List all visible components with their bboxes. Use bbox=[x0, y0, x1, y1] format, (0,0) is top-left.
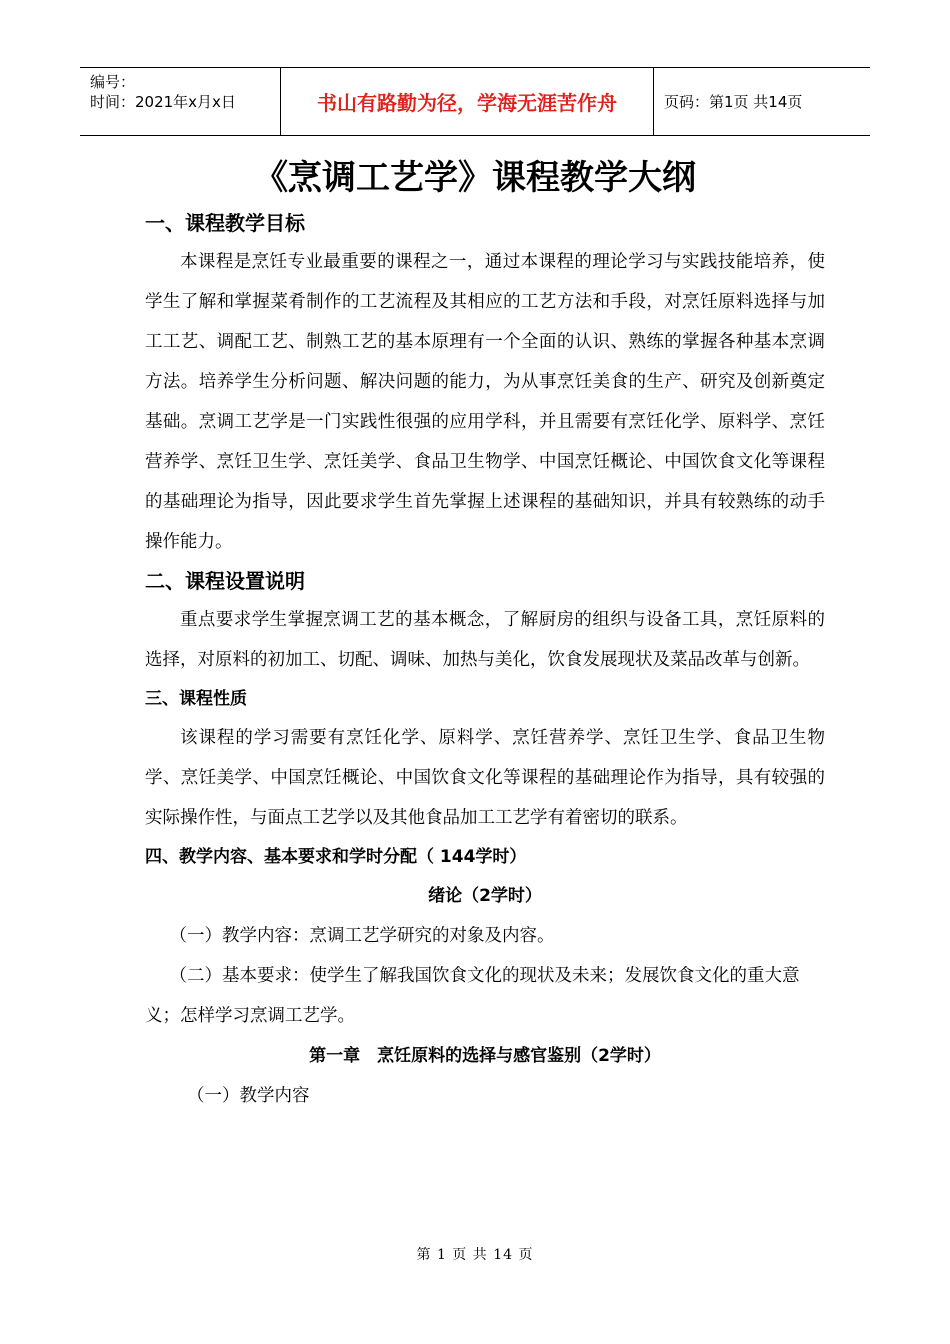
section-3-heading: 三、课程性质 bbox=[145, 689, 247, 709]
intro-item-content: （一）教学内容：烹调工艺学研究的对象及内容。 bbox=[169, 926, 555, 946]
header-meta bbox=[80, 68, 280, 135]
chapter-1-item-content: （一）教学内容 bbox=[187, 1086, 310, 1106]
header-time-label: 时间：2021年x月x日 bbox=[90, 93, 236, 111]
header-motto: 书山有路勤为径，学海无涯苦作舟 bbox=[280, 68, 654, 135]
section-2-heading: 二、课程设置说明 bbox=[145, 569, 305, 593]
header-page-info: 页码：第1页 共14页 bbox=[664, 93, 803, 111]
section-4-heading: 四、教学内容、基本要求和学时分配（ 144学时） bbox=[145, 847, 527, 867]
intro-heading: 绪论（2学时） bbox=[428, 886, 542, 906]
page-footer: 第 1 页 共 14 页 bbox=[416, 1247, 534, 1263]
section-3-paragraph: 该课程的学习需要有烹饪化学、原料学、烹饪营养学、烹饪卫生学、食品卫生物学、烹饪美学、中国烹饪概论、中国饮食文化等课程的基础理论作为指导，具有较强的实际操作性，与面点工艺学以及其他食品加工工艺学有着密切的联系。 bbox=[145, 728, 825, 828]
header-number-label: 编号： bbox=[90, 73, 136, 91]
header-table bbox=[80, 67, 870, 136]
section-2-paragraph: 重点要求学生掌握烹调工艺的基本概念，了解厨房的组织与设备工具，烹饪原料的选择，对原料的初加工、切配、调味、加热与美化，饮食发展现状及菜品改革与创新。 bbox=[145, 610, 825, 670]
document-title: 《烹调工艺学》课程教学大纲 bbox=[254, 158, 696, 198]
chapter-1-heading: 第一章 烹饪原料的选择与感官鉴别（2学时） bbox=[309, 1046, 661, 1066]
document-body bbox=[145, 204, 825, 1116]
section-1-paragraph: 本课程是烹饪专业最重要的课程之一，通过本课程的理论学习与实践技能培养，使学生了解和掌握菜肴制作的工艺流程及其相应的工艺方法和手段，对烹饪原料选择与加工工艺、调配工艺、制熟工艺的基本原理有一个全面的认识、熟练的掌握各种基本烹调方法。培养学生分析问题、解决问题的能力，为从事烹饪美食的生产、研究及创新奠定基础。烹调工艺学是一门实践性很强的应用学科，并且需要有烹饪化学、原料学、烹饪营养学、烹饪卫生学、烹饪美学、食品卫生物学、中国烹饪概论、中国饮食文化等课程的基础理论为指导，因此要求学生首先掌握上述课程的基础知识，并具有较熟练的动手操作能力。 bbox=[145, 252, 825, 552]
section-1-heading: 一、课程教学目标 bbox=[145, 211, 305, 235]
intro-item-requirements: （二）基本要求：使学生了解我国饮食文化的现状及未来；发展饮食文化的重大意义；怎样学习烹调工艺学。 bbox=[145, 966, 800, 1026]
